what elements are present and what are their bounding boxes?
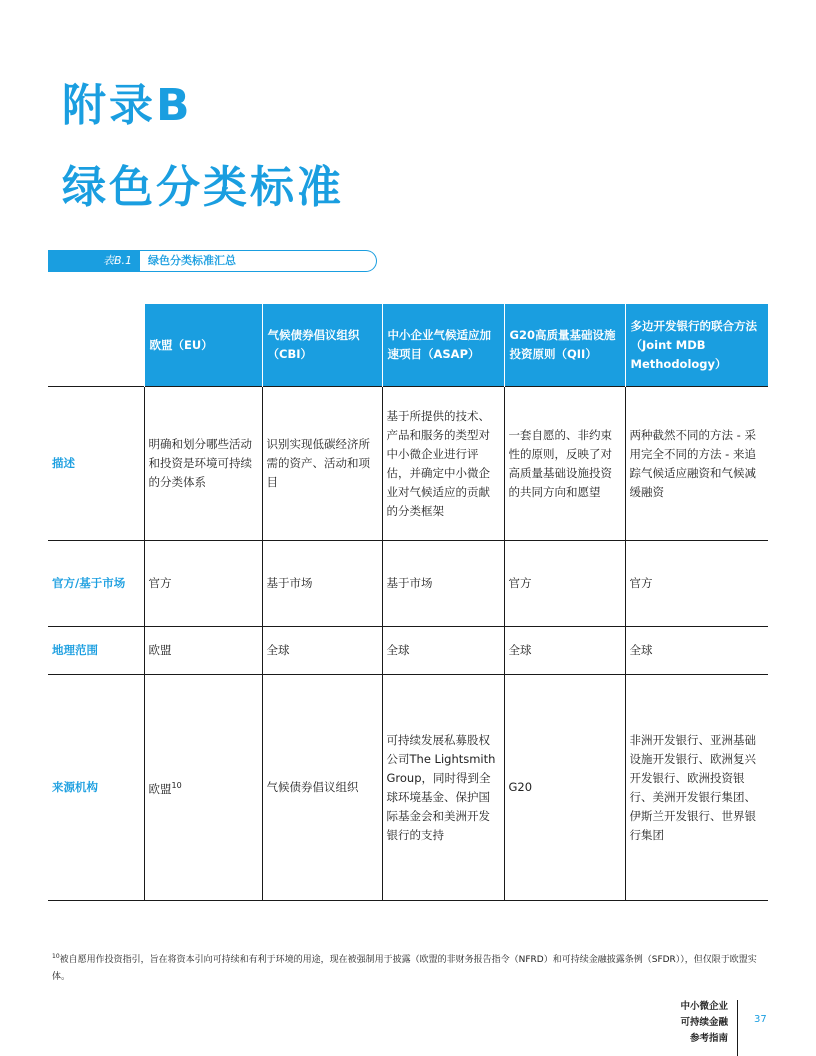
footer-guide-title — [680, 999, 728, 1047]
appendix-title: 附录B — [62, 80, 193, 131]
row-label: 官方/基于市场 — [48, 541, 144, 627]
footnote-ref: 10 — [171, 781, 182, 791]
table-row — [48, 675, 768, 901]
footnote — [52, 948, 772, 986]
footer-divider — [737, 1000, 738, 1056]
page-number: 37 — [754, 1014, 767, 1025]
column-header: 欧盟（EU） — [144, 304, 262, 387]
table-cell: 全球 — [382, 627, 504, 675]
column-header: 中小企业气候适应加速项目（ASAP） — [382, 304, 504, 387]
table-cell: 官方 — [144, 541, 262, 627]
table-row — [48, 387, 768, 541]
table-cell: 基于市场 — [262, 541, 382, 627]
table-row — [48, 627, 768, 675]
table-cell: 全球 — [262, 627, 382, 675]
row-label: 描述 — [48, 387, 144, 541]
row-label: 来源机构 — [48, 675, 144, 901]
table-cell: 识别实现低碳经济所需的资产、活动和项目 — [262, 387, 382, 541]
column-header: G20高质量基础设施投资原则（QII） — [504, 304, 625, 387]
table-cell: 一套自愿的、非约束性的原则，反映了对高质量基础设施投资的共同方向和愿望 — [504, 387, 625, 541]
table-cell: 基于所提供的技术、产品和服务的类型对中小微企业进行评估，并确定中小微企业对气候适应的贡献的分类框架 — [382, 387, 504, 541]
footer-line: 参考指南 — [689, 1033, 728, 1044]
table-cell: 可持续发展私募股权公司The Lightsmith Group，同时得到全球环境基金、保护国际基金会和美洲开发银行的支持 — [382, 675, 504, 901]
table-number-tag: 表B.1 — [48, 251, 140, 271]
column-header: 气候债券倡议组织（CBI） — [262, 304, 382, 387]
table-caption: 绿色分类标准汇总 — [148, 254, 236, 267]
table-caption-bar — [48, 250, 377, 272]
table-corner-cell — [48, 304, 144, 387]
table-cell: 两种截然不同的方法 - 采用完全不同的方法 - 来追踪气候适应融资和气候减缓融资 — [625, 387, 768, 541]
footer-line: 可持续金融 — [680, 1017, 728, 1028]
table-cell: 基于市场 — [382, 541, 504, 627]
section-title: 绿色分类标准 — [62, 162, 344, 213]
taxonomy-summary-table — [48, 304, 768, 901]
table-cell: 全球 — [504, 627, 625, 675]
table-cell: 官方 — [625, 541, 768, 627]
footer-line: 中小微企业 — [680, 1001, 728, 1012]
table-cell: 明确和划分哪些活动和投资是环境可持续的分类体系 — [144, 387, 262, 541]
column-header: 多边开发银行的联合方法（Joint MDB Methodology） — [625, 304, 768, 387]
table-cell — [144, 675, 262, 901]
table-cell: 气候债券倡议组织 — [262, 675, 382, 901]
table-cell: 非洲开发银行、亚洲基础设施开发银行、欧洲复兴开发银行、欧洲投资银行、美洲开发银行集团、伊斯兰开发银行、世界银行集团 — [625, 675, 768, 901]
row-label: 地理范围 — [48, 627, 144, 675]
table-cell: 欧盟 — [144, 627, 262, 675]
cell-text: 欧盟 — [148, 781, 172, 796]
table-row — [48, 541, 768, 627]
table-header-row — [48, 304, 768, 387]
table-cell: 官方 — [504, 541, 625, 627]
footnote-number: 10 — [52, 953, 60, 960]
table-cell: G20 — [504, 675, 625, 901]
table-cell: 全球 — [625, 627, 768, 675]
footnote-text: 被自愿用作投资指引，旨在将资本引向可持续和有利于环境的用途，现在被强制用于披露（欧盟的非财务报告指令（NFRD）和可持续金融披露条例（SFDR）），但仅限于欧盟实体。 — [52, 955, 757, 982]
